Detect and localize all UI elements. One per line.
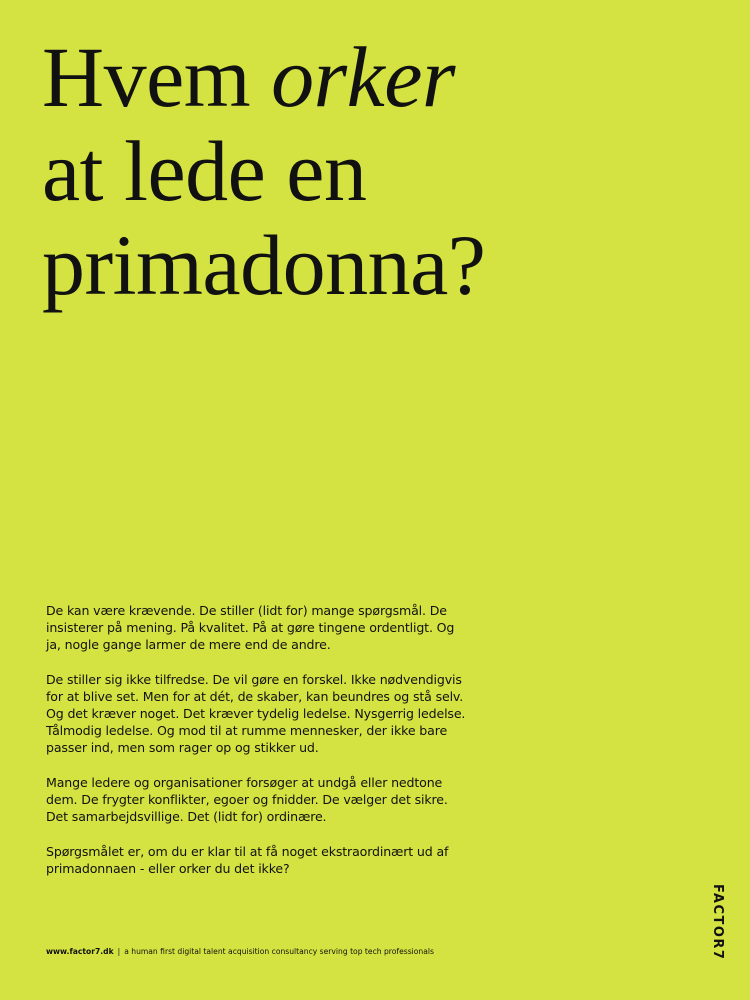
headline-line-2: at lede en xyxy=(42,123,367,219)
headline-italic-word: orker xyxy=(271,29,455,125)
body-paragraph-3: Mange ledere og organisationer forsøger at undgå eller nedtone dem. De frygter konflikter, egoer og fnidder. De vælger det sikre. Det samarbejdsvillige. Det (lidt for) ordinære. xyxy=(46,775,448,824)
footer xyxy=(46,946,434,958)
footer-tagline: a human first digital talent acquisition consultancy serving top tech professionals xyxy=(124,947,434,956)
footer-separator: | xyxy=(117,947,121,956)
footer-url-link[interactable]: www.factor7.dk xyxy=(46,947,114,956)
body-paragraph-1: De kan være krævende. De stiller (lidt for) mange spørgsmål. De insisterer på mening. På kvalitet. På at gøre tingene ordentligt. Og ja, nogle gange larmer de mere end de andre. xyxy=(46,603,455,652)
body-paragraph-2: De stiller sig ikke tilfredse. De vil gøre en forskel. Ikke nødvendigvis for at blive set. Men for at dét, de skaber, kan beundres og stå selv. Og det kræver noget. Det kræver tydelig ledelse. Nysgerrig ledelse. Tålmodig ledelse. Og mod til at rumme mennesker, der ikke bare passer ind, men som rager op og stikker ud. xyxy=(46,672,466,755)
headline-line-1 xyxy=(42,30,682,124)
body-copy xyxy=(46,602,466,895)
body-paragraph-4: Spørgsmålet er, om du er klar til at få noget ekstraordinært ud af primadonnaen - eller orker du det ikke? xyxy=(46,844,449,876)
factor7-logo: FACTOR7 xyxy=(710,884,725,961)
headline-line-1-prefix: Hvem xyxy=(42,29,272,125)
headline-line-3: primadonna? xyxy=(42,217,486,313)
headline xyxy=(42,30,682,312)
